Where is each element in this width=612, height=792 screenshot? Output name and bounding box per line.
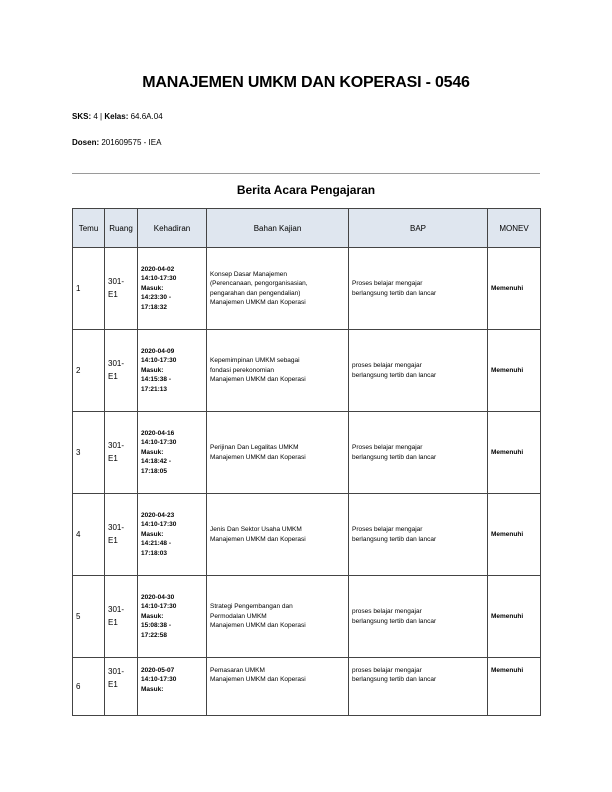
bap-table <box>72 208 541 716</box>
dosen-line <box>72 138 161 147</box>
kehadiran-line: 2020-04-16 <box>141 429 175 437</box>
bahan-kajian-line: Manajemen UMKM dan Koperasi <box>210 676 306 684</box>
kehadiran-line: 17:22:58 <box>141 631 168 639</box>
table-row <box>73 330 541 412</box>
kehadiran-cell <box>138 576 207 658</box>
kehadiran-cell <box>138 658 207 716</box>
bahan-kajian-line: pengarahan dan pengendalian) <box>210 289 301 297</box>
header-bap: BAP <box>349 209 488 248</box>
monev-cell: Memenuhi <box>488 576 541 658</box>
sks-value: 4 <box>93 112 98 121</box>
bahan-kajian-line: Manajemen UMKM dan Koperasi <box>210 622 306 630</box>
ruang-line: 301- <box>108 440 125 450</box>
bahan-kajian-line: Pemasaran UMKM <box>210 667 265 674</box>
kehadiran-cell <box>138 330 207 412</box>
document-title: MANAJEMEN UMKM DAN KOPERASI - 0546 <box>142 74 470 91</box>
ruang-line: E1 <box>108 679 118 689</box>
kehadiran-cell <box>138 494 207 576</box>
temu-cell: 4 <box>73 494 105 576</box>
kehadiran-line: Masuk: <box>141 366 164 374</box>
bahan-kajian-cell <box>207 412 349 494</box>
monev-cell: Memenuhi <box>488 248 541 330</box>
bahan-kajian-line: Manajemen UMKM dan Koperasi <box>210 453 306 461</box>
table-row <box>73 248 541 330</box>
ruang-line: E1 <box>108 535 118 545</box>
kehadiran-line: Masuk: <box>141 530 164 538</box>
ruang-line: E1 <box>108 289 118 299</box>
kehadiran-line: 17:18:05 <box>141 467 168 475</box>
bap-line: Proses belajar mengajar <box>352 280 423 288</box>
header-bahan-kajian: Bahan Kajian <box>207 209 349 248</box>
ruang-cell <box>105 248 138 330</box>
ruang-cell <box>105 412 138 494</box>
bahan-kajian-line: fondasi perekonomian <box>210 366 274 374</box>
kehadiran-line: 14:10-17:30 <box>141 439 177 447</box>
ruang-line: E1 <box>108 617 118 627</box>
bap-line: berlangsung tertib dan lancar <box>352 676 437 684</box>
monev-cell: Memenuhi <box>488 412 541 494</box>
kehadiran-line: 14:21:48 - <box>141 540 171 548</box>
kelas-label: Kelas: <box>104 112 129 121</box>
kehadiran-line: 17:21:13 <box>141 385 168 393</box>
monev-cell: Memenuhi <box>488 330 541 412</box>
kehadiran-line: 14:10-17:30 <box>141 357 177 365</box>
bap-line: berlangsung tertib dan lancar <box>352 453 437 461</box>
kehadiran-line: 2020-05-07 <box>141 667 175 674</box>
header-kehadiran: Kehadiran <box>138 209 207 248</box>
kehadiran-cell <box>138 412 207 494</box>
bap-line: Proses belajar mengajar <box>352 526 423 534</box>
kehadiran-line: 14:10-17:30 <box>141 275 177 283</box>
bahan-kajian-line: Konsep Dasar Manajemen <box>210 270 287 278</box>
ruang-line: 301- <box>108 522 125 532</box>
dosen-label: Dosen: <box>72 138 100 147</box>
temu-cell: 6 <box>73 658 105 716</box>
bahan-kajian-line: Jenis Dan Sektor Usaha UMKM <box>210 526 302 534</box>
kehadiran-line: 2020-04-23 <box>141 511 175 519</box>
temu-cell: 3 <box>73 412 105 494</box>
kehadiran-line: 14:10-17:30 <box>141 521 177 529</box>
kehadiran-line: 14:15:38 - <box>141 376 171 384</box>
table-row <box>73 412 541 494</box>
kehadiran-line: Masuk: <box>141 448 164 456</box>
kehadiran-line: 17:18:03 <box>141 549 168 557</box>
bap-line: Proses belajar mengajar <box>352 444 423 452</box>
monev-cell: Memenuhi <box>488 494 541 576</box>
bap-cell <box>349 412 488 494</box>
kehadiran-line: Masuk: <box>141 284 164 292</box>
bahan-kajian-line: Permodalan UMKM <box>210 612 267 620</box>
table-row <box>73 494 541 576</box>
bap-line: berlangsung tertib dan lancar <box>352 617 437 625</box>
ruang-line: 301- <box>108 358 125 368</box>
table-header-row <box>73 209 541 248</box>
bahan-kajian-cell <box>207 658 349 716</box>
ruang-cell <box>105 494 138 576</box>
kehadiran-line: 15:08:38 - <box>141 622 171 630</box>
kehadiran-line: 2020-04-30 <box>141 593 175 601</box>
bahan-kajian-cell <box>207 330 349 412</box>
dosen-value: 201609575 - IEA <box>101 138 162 147</box>
bahan-kajian-line: Manajemen UMKM dan Koperasi <box>210 298 306 306</box>
temu-cell: 1 <box>73 248 105 330</box>
header-temu: Temu <box>73 209 105 248</box>
kelas-value: 64.6A.04 <box>130 112 163 121</box>
kehadiran-line: Masuk: <box>141 685 164 693</box>
divider <box>72 173 540 174</box>
bap-line: proses belajar mengajar <box>352 667 422 674</box>
bahan-kajian-line: Manajemen UMKM dan Koperasi <box>210 535 306 543</box>
bahan-kajian-line: Manajemen UMKM dan Koperasi <box>210 376 306 384</box>
bahan-kajian-cell <box>207 494 349 576</box>
section-title: Berita Acara Pengajaran <box>236 183 376 197</box>
bap-line: berlangsung tertib dan lancar <box>352 289 437 297</box>
kehadiran-line: 17:18:32 <box>141 303 168 311</box>
bap-line: proses belajar mengajar <box>352 362 422 370</box>
temu-cell: 5 <box>73 576 105 658</box>
bap-cell <box>349 248 488 330</box>
bahan-kajian-cell <box>207 576 349 658</box>
ruang-line: 301- <box>108 667 125 676</box>
bahan-kajian-cell <box>207 248 349 330</box>
table-row <box>73 576 541 658</box>
table-row <box>73 658 541 716</box>
header-monev: MONEV <box>488 209 541 248</box>
table-body <box>73 248 541 716</box>
kehadiran-line: 2020-04-02 <box>141 265 175 273</box>
ruang-line: E1 <box>108 371 118 381</box>
sks-label: SKS: <box>72 112 92 121</box>
bahan-kajian-line: Perijinan Dan Legalitas UMKM <box>210 444 299 452</box>
separator: | <box>100 112 103 121</box>
sks-kelas-line <box>72 112 163 121</box>
header-ruang: Ruang <box>105 209 138 248</box>
ruang-cell <box>105 576 138 658</box>
ruang-cell <box>105 330 138 412</box>
bahan-kajian-line: Kepemimpinan UMKM sebagai <box>210 357 300 365</box>
ruang-line: 301- <box>108 604 125 614</box>
bap-line: berlangsung tertib dan lancar <box>352 535 437 543</box>
kehadiran-line: 14:23:30 - <box>141 294 171 302</box>
kehadiran-line: 14:10-17:30 <box>141 676 177 684</box>
ruang-cell <box>105 658 138 716</box>
kehadiran-line: 14:18:42 - <box>141 458 171 466</box>
kehadiran-cell <box>138 248 207 330</box>
bahan-kajian-line: (Perencanaan, pengorganisasian, <box>210 280 308 288</box>
temu-cell: 2 <box>73 330 105 412</box>
bahan-kajian-line: Strategi Pengembangan dan <box>210 603 293 611</box>
bap-cell <box>349 658 488 716</box>
bap-cell <box>349 576 488 658</box>
ruang-line: E1 <box>108 453 118 463</box>
ruang-line: 301- <box>108 276 125 286</box>
bap-line: berlangsung tertib dan lancar <box>352 371 437 379</box>
bap-line: proses belajar mengajar <box>352 608 422 616</box>
monev-cell: Memenuhi <box>488 658 541 716</box>
bap-cell <box>349 330 488 412</box>
kehadiran-line: Masuk: <box>141 612 164 620</box>
kehadiran-line: 2020-04-09 <box>141 347 175 355</box>
bap-cell <box>349 494 488 576</box>
kehadiran-line: 14:10-17:30 <box>141 603 177 611</box>
